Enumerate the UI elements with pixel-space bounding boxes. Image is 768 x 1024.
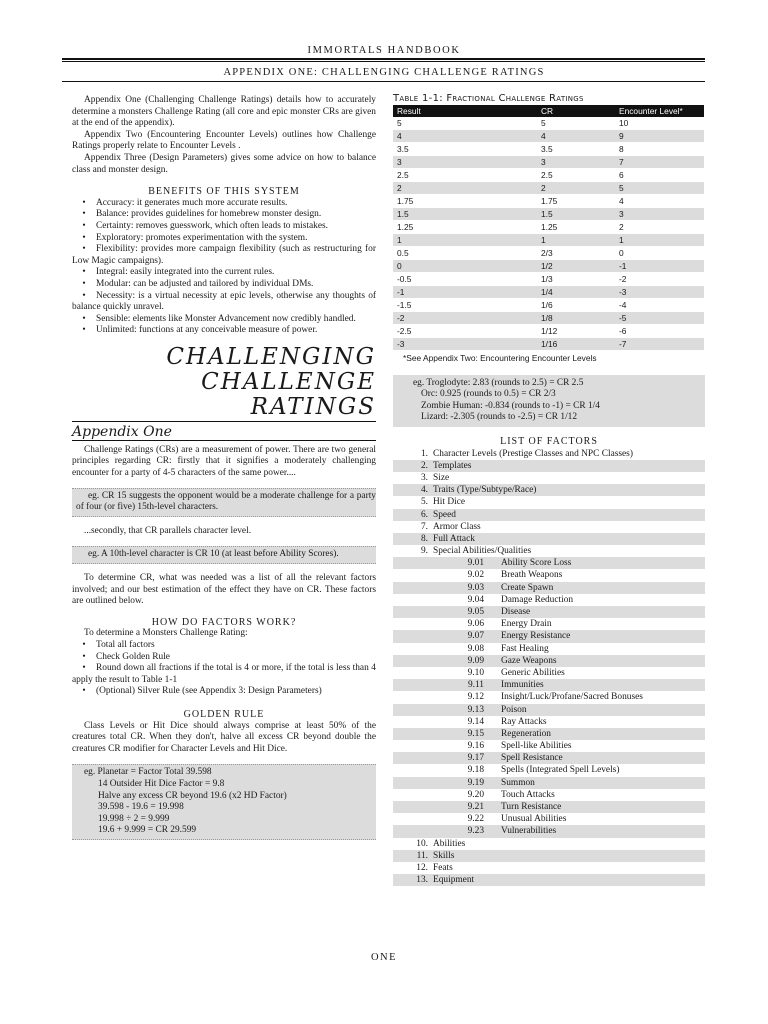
factor-number: 9.03 xyxy=(467,582,484,593)
paragraph: ...secondly, that CR parallels character level. xyxy=(84,525,252,536)
factor-label: Damage Reduction xyxy=(501,594,574,605)
list-item xyxy=(393,533,705,545)
table-cell: 1 xyxy=(393,234,537,247)
list-item xyxy=(393,716,705,728)
factor-label: Armor Class xyxy=(433,521,481,532)
factor-label: Unusual Abilities xyxy=(501,814,567,825)
paragraph: Class Levels or Hit Dice should always comprise at least 50% of the creatures total CR. When they don't, halve all excess CR beyond double the creatures CR modifier for Character Levels and Hit Dice. xyxy=(72,720,376,754)
table-cell: -4 xyxy=(615,299,704,312)
list-item xyxy=(393,862,705,874)
factor-label: Generic Abilities xyxy=(501,667,565,678)
table-cell: 3 xyxy=(393,156,537,169)
list-item xyxy=(393,448,705,460)
running-head: IMMORTALS HANDBOOK xyxy=(307,45,461,56)
list-item xyxy=(393,752,705,764)
table-cell: 2.5 xyxy=(393,169,537,182)
table-row xyxy=(393,143,704,156)
column-header: Result xyxy=(393,105,537,117)
left-column xyxy=(72,95,376,840)
table-cell: -2 xyxy=(393,312,537,325)
factor-label: Spell-like Abilities xyxy=(501,741,572,752)
table-cell: -1 xyxy=(615,260,704,273)
table-cell: 8 xyxy=(615,143,704,156)
factors-list xyxy=(393,448,705,887)
column-header: CR xyxy=(537,105,615,117)
intro-paragraph: Appendix Three (Design Parameters) gives some advice on how to balance class and monster design. xyxy=(72,152,376,175)
factor-label: Energy Drain xyxy=(501,619,552,630)
factor-label: Ray Attacks xyxy=(501,716,547,727)
list-item xyxy=(393,728,705,740)
table-cell: 1/4 xyxy=(537,286,615,299)
list-item xyxy=(393,509,705,521)
table-cell: 1 xyxy=(615,234,704,247)
list-item: • Necessity: is a virtual necessity at epic levels, otherwise any thoughts of balance quickly unravel. xyxy=(72,290,376,313)
list-item: • Integral: easily integrated into the current rules. xyxy=(82,267,275,278)
table-cell: 0 xyxy=(393,260,537,273)
factor-number: 13. xyxy=(416,875,428,886)
table-row xyxy=(393,195,704,208)
table-cell: 2/3 xyxy=(537,247,615,260)
factor-number: 11. xyxy=(416,850,428,861)
paragraph: To determine CR, what was needed was a list of all the relevant factors involved; and our best estimation of the effect they have on CR. These factors are outlined below. xyxy=(72,573,376,607)
table-cell: 2.5 xyxy=(537,169,615,182)
factor-label: Spells (Integrated Spell Levels) xyxy=(501,765,620,776)
factor-number: 9.05 xyxy=(467,607,484,617)
list-item xyxy=(393,825,705,837)
factor-number: 10. xyxy=(416,838,428,849)
table-cell: -0.5 xyxy=(393,273,537,286)
factor-label: Energy Resistance xyxy=(501,631,571,642)
rounding-example: eg. Troglodyte: 2.83 (rounds to 2.5) = CR 2.5 Orc: 0.925 (rounds to 0.5) = CR 2/3 Zombie Human: -0.834 (rounds to -1) = CR 1/4 Lizard: -2.305 (rounds to -2.5) = CR 1/12 xyxy=(393,375,705,427)
table-row xyxy=(393,286,704,299)
table-cell: 5 xyxy=(537,117,615,130)
table-cell: 1/6 xyxy=(537,299,615,312)
table-cell: 2 xyxy=(393,182,537,195)
cr-table xyxy=(393,105,704,351)
table-cell: 1.25 xyxy=(537,221,615,234)
table-row xyxy=(393,260,704,273)
factor-number: 9.04 xyxy=(467,594,484,605)
factor-number: 9.19 xyxy=(467,777,484,788)
table-row xyxy=(393,169,704,182)
factor-number: 9.14 xyxy=(467,716,484,727)
factor-number: 12. xyxy=(416,862,428,873)
factors-heading: LIST OF FACTORS xyxy=(500,435,598,447)
factor-number: 9.16 xyxy=(467,741,484,752)
list-item xyxy=(393,667,705,679)
list-item xyxy=(393,704,705,716)
table-row xyxy=(393,273,704,286)
table-caption: Table 1-1: Fractional Challenge Ratings xyxy=(393,93,584,104)
table-header-row xyxy=(393,105,704,117)
benefits-heading: BENEFITS OF THIS SYSTEM xyxy=(148,186,300,198)
factor-label: Ability Score Loss xyxy=(501,558,572,569)
table-cell: 1/16 xyxy=(537,338,615,351)
factor-label: Immunities xyxy=(501,680,544,691)
factor-label: Abilities xyxy=(433,838,466,849)
list-item: • Certainty: removes guesswork, which often leads to mistakes. xyxy=(82,220,328,231)
table-cell: 2 xyxy=(615,221,704,234)
table-note: *See Appendix Two: Encountering Encounter Levels xyxy=(403,353,597,363)
list-item xyxy=(393,618,705,630)
factor-number: 1. xyxy=(420,448,428,459)
list-item xyxy=(393,740,705,752)
table-cell: 1.75 xyxy=(393,195,537,208)
table-cell: 1/3 xyxy=(537,273,615,286)
list-item xyxy=(393,655,705,667)
factor-label: Summon xyxy=(501,777,535,788)
table-cell: 3.5 xyxy=(393,143,537,156)
header-rule xyxy=(62,81,705,82)
table-cell: 6 xyxy=(615,169,704,182)
factor-number: 9.21 xyxy=(467,802,484,812)
title-rule xyxy=(72,421,376,422)
factor-label: Equipment xyxy=(433,875,475,886)
table-cell: 3 xyxy=(537,156,615,169)
table-cell: -2.5 xyxy=(393,325,537,338)
steps-list xyxy=(72,640,376,698)
factor-number: 9.13 xyxy=(467,704,484,715)
factor-number: 9.20 xyxy=(467,789,484,800)
factor-number: 9.08 xyxy=(467,643,484,654)
list-item xyxy=(393,569,705,581)
factor-number: 9.09 xyxy=(467,655,484,666)
factor-label: Gaze Weapons xyxy=(501,655,557,666)
example-box: eg. A 10th-level character is CR 10 (at least before Ability Scores). xyxy=(72,546,376,564)
factor-label: Disease xyxy=(501,607,531,617)
table-cell: 1.5 xyxy=(393,208,537,221)
appendix-title: APPENDIX ONE: CHALLENGING CHALLENGE RATINGS xyxy=(223,67,545,78)
list-item xyxy=(393,801,705,813)
list-item xyxy=(393,630,705,642)
list-item: • (Optional) Silver Rule (see Appendix 3: Design Parameters) xyxy=(82,686,322,697)
factor-number: 9.01 xyxy=(467,558,484,569)
table-cell: 5 xyxy=(615,182,704,195)
list-item: • Modular: can be adjusted and tailored by individual DMs. xyxy=(82,278,314,289)
list-item xyxy=(393,777,705,789)
header-rule xyxy=(62,58,705,60)
table-cell: -2 xyxy=(615,273,704,286)
factor-number: 9.22 xyxy=(467,814,484,825)
table-cell: -3 xyxy=(615,286,704,299)
table-cell: 1.25 xyxy=(393,221,537,234)
factor-label: Feats xyxy=(433,862,453,873)
list-item xyxy=(393,813,705,825)
factor-label: Full Attack xyxy=(433,533,475,544)
list-item xyxy=(393,789,705,801)
factor-number: 9.12 xyxy=(467,692,484,703)
intro-paragraph: Appendix One (Challenging Challenge Ratings) details how to accurately determine a monsters Challenge Rating (all core and epic monster CRs are given at the end of the appendix). xyxy=(72,95,376,129)
factor-label: Touch Attacks xyxy=(501,789,555,800)
factor-label: Regeneration xyxy=(501,728,551,739)
factor-label: Fast Healing xyxy=(501,643,549,654)
factor-number: 8. xyxy=(420,533,428,544)
list-item: • Accuracy: it generates much more accurate results. xyxy=(82,197,288,208)
table-cell: 3 xyxy=(615,208,704,221)
list-item xyxy=(393,472,705,484)
factor-label: Speed xyxy=(433,509,456,520)
paragraph: To determine a Monsters Challenge Rating: xyxy=(84,628,248,639)
table-row xyxy=(393,312,704,325)
table-cell: 1/12 xyxy=(537,325,615,338)
list-item xyxy=(393,484,705,496)
factor-number: 9.02 xyxy=(467,570,484,581)
factor-number: 9.07 xyxy=(467,631,484,642)
factor-label: Hit Dice xyxy=(433,497,466,508)
factor-number: 5. xyxy=(420,497,428,508)
factor-number: 9.15 xyxy=(467,728,484,739)
list-item xyxy=(393,557,705,569)
list-item: • Balance: provides guidelines for homebrew monster design. xyxy=(82,209,322,220)
table-row xyxy=(393,208,704,221)
list-item: • Check Golden Rule xyxy=(82,651,170,662)
table-cell: 1.5 xyxy=(537,208,615,221)
table-cell: 1.75 xyxy=(537,195,615,208)
factor-label: Traits (Type/Subtype/Race) xyxy=(433,485,537,496)
table-row xyxy=(393,234,704,247)
factor-label: Special Abilities/Qualities xyxy=(433,546,532,557)
factor-number: 2. xyxy=(420,460,428,471)
list-item: • Exploratory: promotes experimentation with the system. xyxy=(82,232,308,243)
list-item xyxy=(393,838,705,850)
list-item: • Flexibility: provides more campaign flexibility (such as restructuring for Low Magic campaigns). xyxy=(72,244,376,266)
table-cell: -3 xyxy=(393,338,537,351)
table-cell: 7 xyxy=(615,156,704,169)
list-item xyxy=(393,582,705,594)
table-cell: 9 xyxy=(615,130,704,143)
list-item: • Round down all fractions if the total is 4 or more, if the total is less than 4 apply the result to Table 1-1 xyxy=(72,663,376,685)
table-row xyxy=(393,325,704,338)
table-row xyxy=(393,182,704,195)
table-row xyxy=(393,117,704,130)
list-item xyxy=(393,606,705,618)
factor-label: Insight/Luck/Profane/Sacred Bonuses xyxy=(501,692,643,703)
table-row xyxy=(393,247,704,260)
table-cell: 4 xyxy=(615,195,704,208)
list-item xyxy=(393,545,705,557)
table-row xyxy=(393,338,704,351)
list-item xyxy=(393,679,705,691)
table-cell: 10 xyxy=(615,117,704,130)
list-item xyxy=(393,460,705,472)
factor-label: Templates xyxy=(433,460,472,471)
table-row xyxy=(393,130,704,143)
list-item xyxy=(393,691,705,703)
factor-number: 3. xyxy=(420,472,428,483)
factor-number: 9.11 xyxy=(467,680,484,691)
list-item xyxy=(393,850,705,862)
table-row xyxy=(393,156,704,169)
factor-number: 6. xyxy=(420,509,428,520)
factor-number: 9.10 xyxy=(467,667,484,678)
column-header: Encounter Level* xyxy=(615,105,704,117)
header-rule xyxy=(62,61,705,62)
list-item xyxy=(393,643,705,655)
table-cell: 1/8 xyxy=(537,312,615,325)
factor-label: Poison xyxy=(501,704,527,715)
factor-label: Size xyxy=(433,472,450,483)
table-cell: 1/2 xyxy=(537,260,615,273)
factor-number: 9.17 xyxy=(467,753,484,764)
factor-label: Turn Resistance xyxy=(501,802,562,812)
list-item: • Unlimited: functions at any conceivable measure of power. xyxy=(82,325,318,336)
table-cell: 0.5 xyxy=(393,247,537,260)
table-cell: -5 xyxy=(615,312,704,325)
table-cell: -1.5 xyxy=(393,299,537,312)
chapter-title: CHALLENGING CHALLENGE RATINGS xyxy=(166,343,376,420)
list-item xyxy=(393,496,705,508)
table-cell: 4 xyxy=(537,130,615,143)
factor-number: 9.06 xyxy=(467,619,484,630)
example-box: eg. CR 15 suggests the opponent would be a moderate challenge for a party of four (or five) 15th-level characters. xyxy=(72,488,376,517)
factor-label: Vulnerabilities xyxy=(501,826,557,837)
list-item xyxy=(393,521,705,533)
table-cell: 3.5 xyxy=(537,143,615,156)
table-cell: 2 xyxy=(537,182,615,195)
list-item xyxy=(393,594,705,606)
table-cell: 5 xyxy=(393,117,537,130)
table-cell: -6 xyxy=(615,325,704,338)
benefits-list xyxy=(72,198,376,337)
table-cell: 1 xyxy=(537,234,615,247)
table-cell: 4 xyxy=(393,130,537,143)
list-item: • Total all factors xyxy=(82,640,155,650)
cr-intro-paragraph: Challenge Ratings (CRs) are a measurement of power. There are two general principles regarding CR: firstly that it signifies a moderately challenging encounter for a party of 4-5 characters of the same power.... xyxy=(72,444,376,479)
table-row xyxy=(393,299,704,312)
table-cell: -7 xyxy=(615,338,704,351)
table-cell: 0 xyxy=(615,247,704,260)
page-footer: ONE xyxy=(370,952,398,963)
factor-label: Character Levels (Prestige Classes and NPC Classes) xyxy=(433,448,633,459)
factor-number: 9.23 xyxy=(467,826,484,837)
how-heading: HOW DO FACTORS WORK? xyxy=(151,616,297,628)
factor-label: Skills xyxy=(433,850,455,861)
list-item xyxy=(393,874,705,886)
factor-number: 9. xyxy=(420,546,428,557)
factor-number: 9.18 xyxy=(467,765,484,776)
list-item: • Sensible: elements like Monster Advancement now credibly handled. xyxy=(82,313,356,324)
appendix-label: Appendix One xyxy=(72,423,172,440)
factor-label: Create Spawn xyxy=(501,582,554,593)
table-row xyxy=(393,221,704,234)
intro-paragraph: Appendix Two (Encountering Encounter Levels) outlines how Challenge Ratings properly relate to Encounter Levels . xyxy=(72,129,376,152)
table-cell: -1 xyxy=(393,286,537,299)
planetar-example: eg. Planetar = Factor Total 39.598 14 Outsider Hit Dice Factor = 9.8 Halve any excess CR beyond 19.6 (x2 HD Factor) 39.598 - 19.6 = 19.998 19.998 ÷ 2 = 9.999 19.6 + 9.999 = CR 29.599 xyxy=(72,764,376,840)
factor-number: 4. xyxy=(420,485,428,496)
factor-label: Spell Resistance xyxy=(501,753,563,764)
golden-rule-heading: GOLDEN RULE xyxy=(183,708,265,720)
right-column xyxy=(393,93,705,886)
list-item xyxy=(393,764,705,776)
factor-number: 7. xyxy=(420,521,428,532)
factor-label: Breath Weapons xyxy=(501,570,563,581)
